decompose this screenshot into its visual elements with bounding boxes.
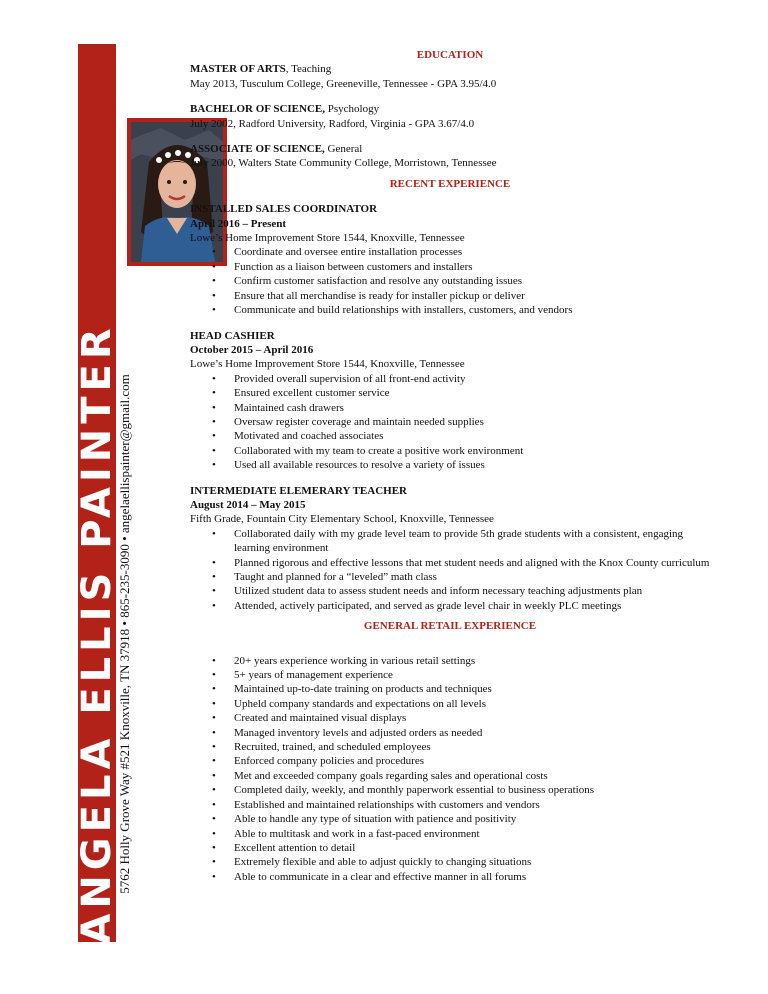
job-employer: Lowe’s Home Improvement Store 1544, Knoxville, Tennessee (190, 232, 465, 245)
list-item: • Provided overall supervision of all front-end activity (190, 372, 710, 386)
list-item: • Able to communicate in a clear and effective manner in all forums (190, 870, 710, 884)
list-item: • Planned rigorous and effective lessons that met student needs and aligned with the Knox County curriculum (190, 556, 710, 570)
list-item: • Enforced company policies and procedures (190, 754, 710, 768)
job-dates: October 2015 – April 2016 (190, 343, 314, 356)
list-item: • 5+ years of management experience (190, 668, 710, 682)
list-item: • Ensured excellent customer service (190, 386, 710, 400)
education-entry (190, 62, 710, 91)
list-item: • 20+ years experience working in various retail settings (190, 654, 710, 668)
list-item: • Able to multitask and work in a fast-paced environment (190, 827, 710, 841)
list-item: • Ensure that all merchandise is ready for installer pickup or deliver (190, 289, 710, 303)
degree-detail: May 2013, Tusculum College, Greeneville, Tennessee - GPA 3.95/4.0 (190, 77, 497, 90)
list-item: • Oversaw register coverage and maintain needed supplies (190, 415, 710, 429)
resume-content (190, 48, 710, 884)
list-item: • Established and maintained relationships with customers and vendors (190, 798, 710, 812)
list-item: • Attended, actively participated, and served as grade level chair in weekly PLC meetings (190, 599, 710, 613)
list-item: • Motivated and coached associates (190, 429, 710, 443)
sidebar (74, 44, 148, 945)
job-entry (190, 484, 710, 614)
list-item: • Utilized student data to assess student needs and inform necessary teaching adjustments plan (190, 584, 710, 598)
job-title: INSTALLED SALES COORDINATOR (190, 203, 378, 216)
name-banner (74, 44, 120, 945)
retail-skills (190, 654, 710, 885)
list-item: • Completed daily, weekly, and monthly paperwork essential to business operations (190, 783, 710, 797)
retail-heading: GENERAL RETAIL EXPERIENCE (363, 620, 537, 633)
list-item: • Excellent attention to detail (190, 841, 710, 855)
degree-name: MASTER OF ARTS (190, 63, 286, 76)
list-item: • Extremely flexible and able to adjust quickly to changing situations (190, 855, 710, 869)
job-title: INTERMEDIATE ELEMERARY TEACHER (190, 484, 407, 497)
job-entry (190, 202, 710, 317)
job-duties (190, 245, 710, 317)
experience-heading: RECENT EXPERIENCE (389, 177, 511, 190)
list-item: • Able to handle any type of situation with patience and positivity (190, 812, 710, 826)
degree-detail: July 2002, Radford University, Radford, Virginia - GPA 3.67/4.0 (190, 117, 475, 130)
education-entry (190, 142, 710, 171)
list-item: • Used all available resources to resolve a variety of issues (190, 458, 710, 472)
degree-name: ASSOCIATE OF SCIENCE, (190, 143, 325, 156)
list-item: • Created and maintained visual displays (190, 711, 710, 725)
candidate-name: ANGELA ELLIS PAINTER (74, 323, 120, 945)
list-item: • Confirm customer satisfaction and resolve any outstanding issues (190, 274, 710, 288)
degree-field: General (324, 143, 363, 156)
list-item: • Managed inventory levels and adjusted orders as needed (190, 726, 710, 740)
job-dates: August 2014 – May 2015 (190, 498, 306, 511)
job-duties (190, 372, 710, 473)
degree-detail: July 2000, Walters State Community College, Morristown, Tennessee (190, 157, 497, 170)
degree-field: , Teaching (285, 63, 332, 76)
list-item: • Recruited, trained, and scheduled employees (190, 740, 710, 754)
job-duties (190, 527, 710, 613)
list-item: • Taught and planned for a “leveled” math class (190, 570, 710, 584)
job-employer: Fifth Grade, Fountain City Elementary School, Knoxville, Tennessee (190, 513, 494, 526)
list-item: • Collaborated with my team to create a positive work environment (190, 444, 710, 458)
list-item: • Upheld company standards and expectations on all levels (190, 697, 710, 711)
list-item: • Communicate and build relationships with installers, customers, and vendors (190, 303, 710, 317)
degree-name: BACHELOR OF SCIENCE, (190, 103, 325, 116)
education-entry (190, 102, 710, 131)
job-dates: April 2016 – Present (190, 217, 287, 230)
list-item: • Maintained cash drawers (190, 401, 710, 415)
list-item: • Maintained up-to-date training on products and techniques (190, 682, 710, 696)
job-title: HEAD CASHIER (190, 329, 275, 342)
education-heading: EDUCATION (416, 49, 484, 61)
list-item: • Met and exceeded company goals regarding sales and operational costs (190, 769, 710, 783)
list-item: • Function as a liaison between customers and installers (190, 260, 710, 274)
list-item: • Coordinate and oversee entire installation processes (190, 245, 710, 259)
degree-field: Psychology (324, 103, 380, 116)
contact-info: 5762 Holly Grove Way #521 Knoxville, TN 37918 • 865-235-3090 • angelaellispainter@gmail.com (117, 374, 132, 894)
list-item: • Collaborated daily with my grade level team to provide 5th grade students with a consistent, engaging learning environment (190, 527, 710, 556)
job-employer: Lowe’s Home Improvement Store 1544, Knoxville, Tennessee (190, 358, 465, 371)
job-entry (190, 329, 710, 473)
